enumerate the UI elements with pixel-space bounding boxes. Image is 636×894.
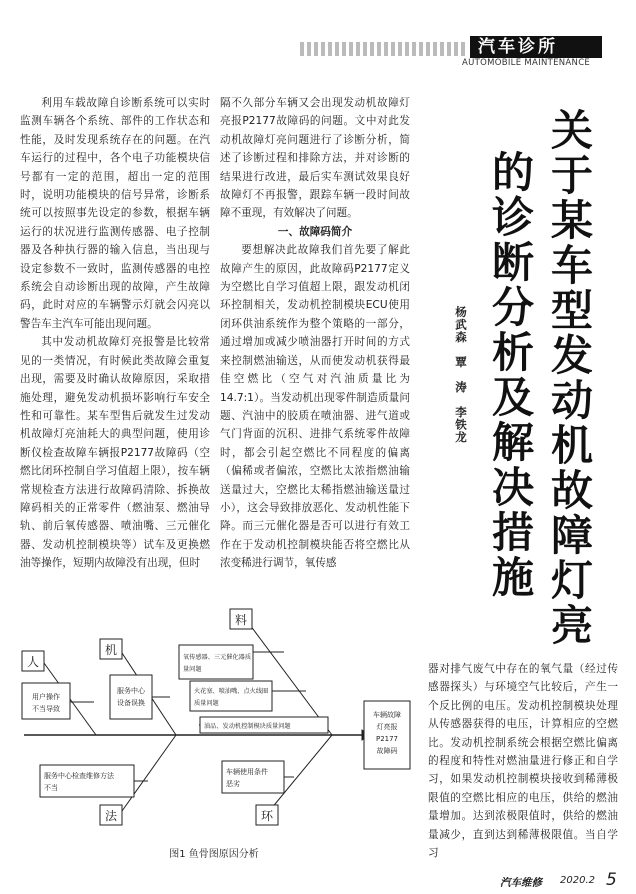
paragraph: 其中发动机故障灯亮报警是比较常见的一类情况，有时候此类故障会重复出现，需要及时确认故障原因，采取措施处理，避免发动机损坏影响行车安全性和可靠性。某车型售后就发生过发动机故障灯亮油耗大的典型问题，使用诊断仪检查故障车辆报P2177故障码（空燃比闭环控制自学习值超上限），按车辆常规检查方法进行故障码清除、拆换故障码相关的正常零件（燃油泵、燃油导轨、前后氧传感器、喷油嘴、三元催化器、发动机控制模块等）试车及更换燃油等操作，短期内故障没有出现，但时: [20, 336, 210, 570]
cause-env-line2: 恶劣: [226, 780, 240, 788]
cause-box-method: [40, 765, 134, 797]
category-label-huan: 环: [260, 809, 274, 823]
category-label-fa: 法: [104, 809, 118, 823]
cause-box-sensor: [179, 645, 253, 679]
cause-inj-line1: 火花塞、喷油嘴、点火线圈: [194, 688, 269, 695]
body-column-2: [220, 94, 410, 573]
effect-line1: 车辆故障: [373, 711, 401, 719]
cause-oil-line1: 油品、发动机控制模块质量问题: [204, 723, 291, 730]
paragraph: 要想解决此故障我们首先要了解此故障产生的原因，此故障码P2177定义为空燃比自学习值超上限，跟发动机闭环控制相关，发动机控制模块ECU使用闭环供油系统作为整个策略的一部分，通过增加或减少喷油器打开时间的方式来控制燃油输送，从而使发动机获得最佳空燃比（空气对汽油质量比为14.7:1）。当发动机出现零件制造质量问题、汽油中的胶质在喷油器、进气道或气门背面的沉积、进排气系统零件故障时，都会引起空燃比不同程度的偏离（偏稀或者偏浓，空燃比太浓指燃油输送量过大，空燃比太稀指燃油输送量过小），这会导致排放恶化、发动机性能下降。而三元催化器是否可以进行有效工作在于发动机控制模块能否将空燃比从浓变稀进行调节，氧传感: [220, 244, 410, 570]
section-title: 汽车诊所: [478, 37, 558, 57]
cause-box-user: [22, 683, 70, 719]
category-label-ji: 机: [104, 643, 118, 657]
section-heading: 一、故障码简介: [277, 225, 353, 238]
page-header: [0, 0, 636, 70]
effect-line2: 灯亮报: [376, 723, 398, 731]
footer-issue-date: 2020.2: [560, 875, 595, 886]
paragraph: 器对排气废气中存在的氧气量（经过传感器探头）与环境空气比较后，产生一个反比例的电压。发动机控制模块处理从传感器获得的电压，计算相应的空燃比。发动机控制系统会根据空燃比偏离的程度和特性对燃油量进行修正和自学习，如果发动机控制模块接收到稀薄极限值的空燃比相应的电压，供给的燃油量增加。达到浓极限值时，供给的燃油量减少，直到达到稀薄极限值。当自学习: [428, 663, 618, 860]
paragraph: 利用车载故障自诊断系统可以实时监测车辆各个系统、部件的工作状态和性能，及时发现系统存在的问题。在汽车运行的过程中，各个电子功能模块信号都有一定的范围，超出一定的范围时，说明功能模块的信号异常，诊断系统可以按照事先设定的参数，根据车辆运行的状况进行监测传感器、电子控制器及各种执行器的输入信息，当出现与设定参数不一致时，监测传感器的电控系统会自动诊断出现的故障，产生故障码，此时对应的车辆警示灯就会闪亮以警告车主汽车可能出现问题。: [20, 97, 210, 330]
header-stripe-decoration: [300, 42, 468, 56]
page-number: 5: [606, 870, 617, 890]
page-footer: [0, 872, 636, 894]
paragraph: 隔不久部分车辆又会出现发动机故障灯亮报P2177故障码的问题。文中对此发动机故障灯亮问题进行了诊断分析，简述了诊断过程和排除方法，并对诊断的结果进行改进，最后实车测试效果良好故障灯不再报警，跟踪车辆一段时间故障不重现，有效解决了问题。: [220, 97, 410, 220]
footer-magazine-name: 汽车维修: [500, 877, 542, 889]
cause-sensor-line1: 氧传感器、三元催化器质: [183, 654, 252, 661]
section-subtitle: AUTOMOBILE MAINTENANCE: [462, 58, 591, 68]
category-label-ren: 人: [26, 655, 40, 669]
body-column-3: [428, 660, 618, 862]
article-title-line-2: 的诊断分析及解决措施: [486, 150, 535, 600]
effect-line4: 故障码: [376, 747, 398, 755]
article-authors: 杨武森 覃 涛 李铁龙: [454, 306, 468, 444]
cause-method-line2: 不当: [44, 784, 58, 792]
cause-box-service: [110, 675, 152, 719]
figure-caption: 图1 鱼骨图原因分析: [169, 849, 259, 860]
fishbone-diagram: [14, 605, 414, 845]
cause-sensor-line2: 量问题: [183, 666, 202, 673]
cause-service-line1: 服务中心: [117, 687, 145, 695]
cause-env-line1: 车辆使用条件: [226, 768, 268, 776]
cause-user-line2: 不当导致: [32, 705, 60, 713]
cause-user-line1: 用户操作: [32, 693, 60, 701]
cause-box-env: [222, 761, 284, 793]
effect-line3: P2177: [375, 735, 399, 743]
article-title-line-1: 关于某车型发动机故障灯亮: [545, 108, 594, 648]
cause-method-line1: 服务中心检查维修方法: [44, 772, 114, 780]
cause-service-line2: 设备误换: [117, 699, 145, 707]
category-label-liao: 料: [234, 613, 248, 627]
cause-inj-line2: 质量问题: [194, 700, 219, 707]
body-column-1: [20, 94, 210, 573]
